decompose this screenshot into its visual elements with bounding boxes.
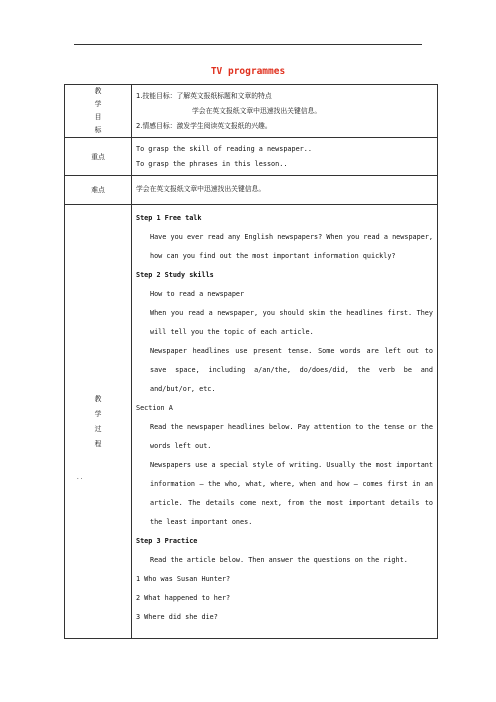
question-item: 2 What happened to her?: [136, 594, 231, 602]
header-rule: [74, 44, 422, 45]
step2-paragraph: When you read a newspaper, you should skim the headlines first. They will tell you the topic of each article.: [150, 309, 433, 336]
objective-line: 学会在英文报纸文章中迅速找出关键信息。: [192, 107, 322, 115]
key-point-line: To grasp the phrases in this lesson..: [136, 160, 288, 168]
question-item: 1 Who was Susan Hunter?: [136, 575, 231, 583]
step3-text: Read the article below. Then answer the questions on the right.: [150, 556, 408, 564]
difficulties-content: 学会在英文报纸文章中迅速找出关键信息。: [132, 176, 438, 205]
step2-heading: Step 2 Study skills: [136, 271, 214, 279]
step2-paragraph: Newspaper headlines use present tense. Some words are left out to save space, including a/an/the, do/does/did, the verb be and and/but/or, etc.: [150, 347, 433, 393]
process-content: [132, 205, 438, 639]
section-a-paragraph: Newspapers use a special style of writing. Usually the most important information — the who, what, where, when and how — comes first in an article. The details come next, from the most important details to the least important ones.: [150, 461, 433, 526]
objective-line: 1.技能目标：了解英文报纸标题和文章的特点: [136, 92, 272, 100]
process-row: [65, 205, 438, 639]
section-a-heading: Section A: [136, 404, 173, 412]
objectives-label: 教 学 目 标: [65, 85, 132, 138]
difficulties-row: [65, 176, 438, 205]
page-title: TV programmes: [210, 66, 286, 77]
key-point-line: To grasp the skill of reading a newspaper..: [136, 145, 312, 153]
process-label: 教 学 过 程: [65, 205, 132, 639]
key-points-content: [132, 138, 438, 176]
difficulties-label: 难点: [65, 176, 132, 205]
objectives-content: [132, 85, 438, 138]
objectives-row: [65, 85, 438, 138]
side-mark: ..: [76, 474, 84, 481]
key-points-row: [65, 138, 438, 176]
step2-subheading: How to read a newspaper: [150, 290, 245, 298]
step1-text: Have you ever read any English newspapers? When you read a newspaper, how can you find out the most important information quickly?: [150, 233, 433, 260]
lesson-plan-table: [64, 84, 438, 639]
step1-heading: Step 1 Free talk: [136, 214, 202, 222]
step3-heading: Step 3 Practice: [136, 537, 198, 545]
objective-line: 2.情感目标：激发学生阅读英文报纸的兴趣。: [136, 122, 272, 130]
key-points-label: 重点: [65, 138, 132, 176]
section-a-paragraph: Read the newspaper headlines below. Pay attention to the tense or the words left out.: [150, 423, 433, 450]
question-item: 3 Where did she die?: [136, 613, 218, 621]
